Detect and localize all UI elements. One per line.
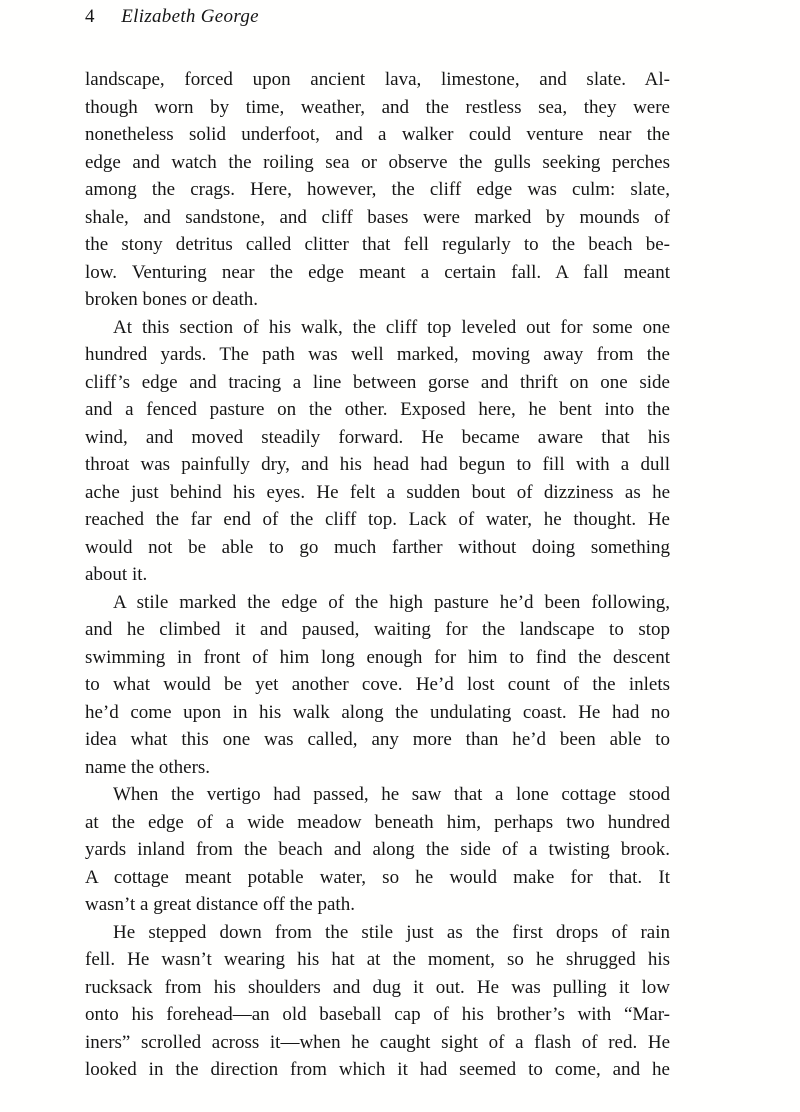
text-line: name the others.	[85, 756, 211, 778]
text-line: about it.	[85, 564, 148, 585]
text-line: wind, and moved steadily forward. He became aware that his	[85, 426, 670, 448]
text-line: to what would be yet another cove. He’d lost count of the inlets	[85, 674, 670, 695]
page-number: 4	[85, 6, 95, 27]
page-body	[85, 66, 670, 1084]
text-line: throat was painfully dry, and his head had begun to fill with a dull	[85, 454, 670, 475]
text-line: among the crags. Here, however, the cliff edge was culm: slate,	[85, 179, 670, 200]
text-line: A cottage meant potable water, so he would make for that. It	[85, 866, 670, 888]
text-line: low. Venturing near the edge meant a certain fall. A fall meant	[85, 261, 670, 283]
text-line: A stile marked the edge of the high pasture he’d been following,	[113, 591, 670, 613]
text-line: yards inland from the beach and along the side of a twisting brook.	[85, 839, 670, 860]
text-line: onto his forehead—an old baseball cap of his brother’s with “Mar-	[85, 1004, 670, 1025]
text-line: would not be able to go much farther without doing something	[85, 536, 670, 558]
text-line: broken bones or death.	[85, 289, 259, 310]
text-line: iners” scrolled across it—when he caught sight of a flash of red. He	[85, 1031, 670, 1053]
text-line: looked in the direction from which it had seemed to come, and he	[85, 1059, 670, 1080]
text-line: wasn’t a great distance off the path.	[85, 894, 355, 915]
paragraph	[85, 781, 670, 919]
paragraph	[85, 314, 670, 589]
text-line: At this section of his walk, the cliff top leveled out for some one	[113, 316, 670, 338]
paragraph	[85, 66, 670, 314]
text-line: cliff’s edge and tracing a line between gorse and thrift on one side	[85, 371, 670, 393]
text-line: and a fenced pasture on the other. Exposed here, he bent into the	[85, 399, 670, 420]
text-line: landscape, forced upon ancient lava, limestone, and slate. Al-	[85, 69, 670, 90]
text-line: rucksack from his shoulders and dug it out. He was pulling it low	[85, 976, 670, 998]
running-title: Elizabeth George	[121, 6, 259, 27]
text-line: shale, and sandstone, and cliff bases were marked by mounds of	[85, 206, 670, 228]
paragraph	[85, 589, 670, 782]
text-line: and he climbed it and paused, waiting for the landscape to stop	[85, 619, 670, 640]
text-line: fell. He wasn’t wearing his hat at the moment, so he shrugged his	[85, 949, 670, 970]
text-line: nonetheless solid underfoot, and a walker could venture near the	[85, 124, 670, 145]
page-header	[85, 5, 259, 29]
text-line: the stony detritus called clitter that fell regularly to the beach be-	[85, 234, 670, 255]
paragraph	[85, 919, 670, 1084]
text-line: He stepped down from the stile just as the first drops of rain	[113, 921, 670, 943]
text-line: edge and watch the roiling sea or observe the gulls seeking perches	[85, 151, 670, 173]
text-line: When the vertigo had passed, he saw that a lone cottage stood	[113, 784, 670, 805]
text-line: reached the far end of the cliff top. Lack of water, he thought. He	[85, 509, 670, 530]
text-line: hundred yards. The path was well marked, moving away from the	[85, 344, 670, 365]
text-line: swimming in front of him long enough for him to find the descent	[85, 646, 670, 668]
text-line: ache just behind his eyes. He felt a sudden bout of dizziness as he	[85, 481, 670, 503]
text-line: he’d come upon in his walk along the undulating coast. He had no	[85, 701, 670, 723]
text-line: idea what this one was called, any more than he’d been able to	[85, 729, 670, 750]
text-line: at the edge of a wide meadow beneath him, perhaps two hundred	[85, 811, 670, 833]
text-line: though worn by time, weather, and the restless sea, they were	[85, 96, 670, 118]
